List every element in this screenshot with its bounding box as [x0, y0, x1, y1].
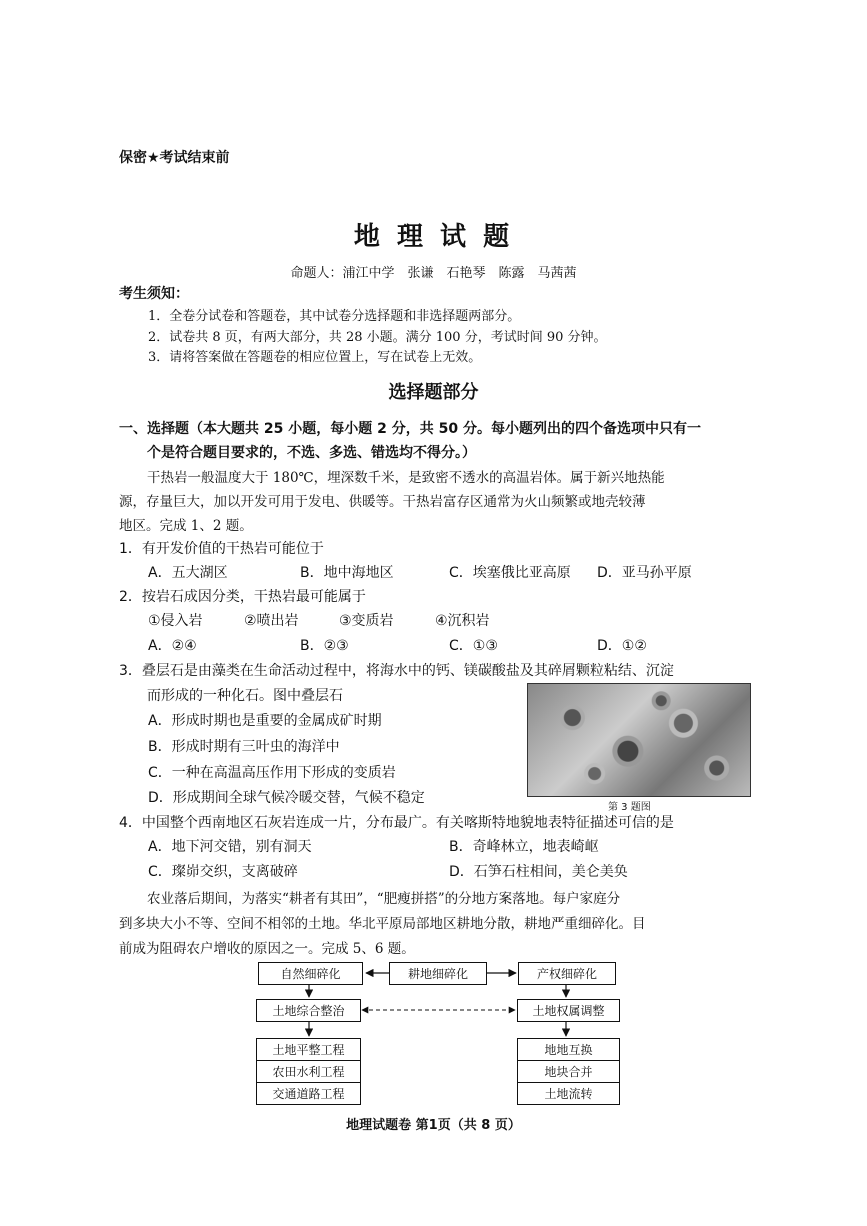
passage2-line1: 农业落后期间，为落实“耕者有其田”，“肥瘦拼搭”的分地方案落地。每户家庭分 [147, 891, 621, 907]
page-title: 地 理 试 题 [353, 222, 514, 252]
box-land-leveling: 土地平整工程 [256, 1038, 361, 1061]
box-rights-adjustment: 土地权属调整 [517, 999, 620, 1022]
question-4-option-d: D．石笋石柱相间，美仑美奂 [449, 864, 628, 880]
figure-3-caption: 第 3 题图 [608, 802, 651, 813]
question-2-item-2: ②喷出岩 [244, 613, 299, 629]
part1-instruction-line2: 个是符合题目要求的，不选、多选、错选均不得分。） [147, 445, 476, 461]
page-footer: 地理试题卷 第1页（共 8 页） [346, 1118, 521, 1133]
box-roads: 交通道路工程 [256, 1082, 361, 1105]
box-plot-merge: 地块合并 [517, 1060, 620, 1083]
question-3-option-d: D．形成期间全球气候冷暖交替，气候不稳定 [148, 790, 425, 806]
question-3-stem-line2: 而形成的一种化石。图中叠层石 [147, 688, 343, 704]
box-land-consolidation: 土地综合整治 [256, 999, 361, 1022]
question-2-option-a: A．②④ [148, 638, 197, 654]
question-3-option-c: C．一种在高温高压作用下形成的变质岩 [148, 765, 396, 781]
box-land-transfer: 土地流转 [517, 1082, 620, 1105]
notice-item-2: 2．试卷共 8 页，有两大部分，共 28 小题。满分 100 分，考试时间 90 分钟。 [148, 330, 607, 345]
question-4-option-c: C．璨峁交织，支离破碎 [148, 864, 298, 880]
passage2-line2: 到多块大小不等、空间不相邻的土地。华北平原局部地区耕地分散，耕地严重细碎化。目 [119, 916, 646, 932]
question-2-item-4: ④沉积岩 [435, 613, 490, 629]
question-4-option-b: B．奇峰林立，地表崎岖 [449, 839, 599, 855]
question-1-option-b: B．地中海地区 [300, 565, 394, 581]
passage1-line3: 地区。完成 1、2 题。 [119, 518, 253, 534]
box-land-swap: 地地互换 [517, 1038, 620, 1061]
confidential-label: 保密★考试结束前 [119, 150, 230, 166]
question-3-option-b: B．形成时期有三叶虫的海洋中 [148, 739, 340, 755]
question-2-item-1: ①侵入岩 [148, 613, 203, 629]
question-2-option-d: D．①② [597, 638, 647, 654]
box-irrigation: 农田水利工程 [256, 1060, 361, 1083]
question-2-option-c: C．①③ [449, 638, 498, 654]
notice-heading: 考生须知： [119, 286, 189, 302]
section-title: 选择题部分 [388, 382, 479, 403]
box-property-fragmentation: 产权细碎化 [518, 962, 616, 985]
part1-instruction-line1: 一、选择题（本大题共 25 小题，每小题 2 分，共 50 分。每小题列出的四个备选项中只有一 [119, 421, 701, 437]
question-1-option-d: D．亚马孙平原 [597, 565, 692, 581]
notice-item-1: 1．全卷分试卷和答题卷，其中试卷分选择题和非选择题两部分。 [148, 309, 521, 324]
question-1-option-a: A．五大湖区 [148, 565, 228, 581]
question-2-item-3: ③变质岩 [339, 613, 394, 629]
passage2-line3: 前成为阻碍农户增收的原因之一。完成 5、6 题。 [119, 941, 415, 957]
question-2-stem: 2．按岩石成因分类，干热岩最可能属于 [119, 589, 366, 605]
passage1-line2: 源，存量巨大，加以开发可用于发电、供暖等。干热岩富存区通常为火山频繁或地壳较薄 [119, 494, 646, 510]
authors-line: 命题人：浦江中学 张谦 石艳琴 陈露 马茜茜 [290, 266, 577, 281]
question-3-stem-line1: 3．叠层石是由藻类在生命活动过程中，将海水中的钙、镁碳酸盐及其碎屑颗粒粘结、沉淀 [119, 663, 674, 679]
question-4-stem: 4．中国整个西南地区石灰岩连成一片，分布最广。有关喀斯特地貌地表特征描述可信的是 [119, 815, 674, 831]
box-natural-fragmentation: 自然细碎化 [258, 962, 363, 985]
question-2-option-b: B．②③ [300, 638, 349, 654]
question-1-option-c: C．埃塞俄比亚高原 [449, 565, 571, 581]
question-1-stem: 1．有开发价值的干热岩可能位于 [119, 541, 324, 557]
box-farmland-fragmentation: 耕地细碎化 [389, 962, 487, 985]
passage1-line1: 干热岩一般温度大于 180℃，埋深数千米，是致密不透水的高温岩体。属于新兴地热能 [147, 470, 665, 486]
question-4-option-a: A．地下河交错，别有洞天 [148, 839, 312, 855]
notice-item-3: 3．请将答案做在答题卷的相应位置上，写在试卷上无效。 [148, 350, 482, 365]
question-3-option-a: A．形成时期也是重要的金属成矿时期 [148, 713, 382, 729]
